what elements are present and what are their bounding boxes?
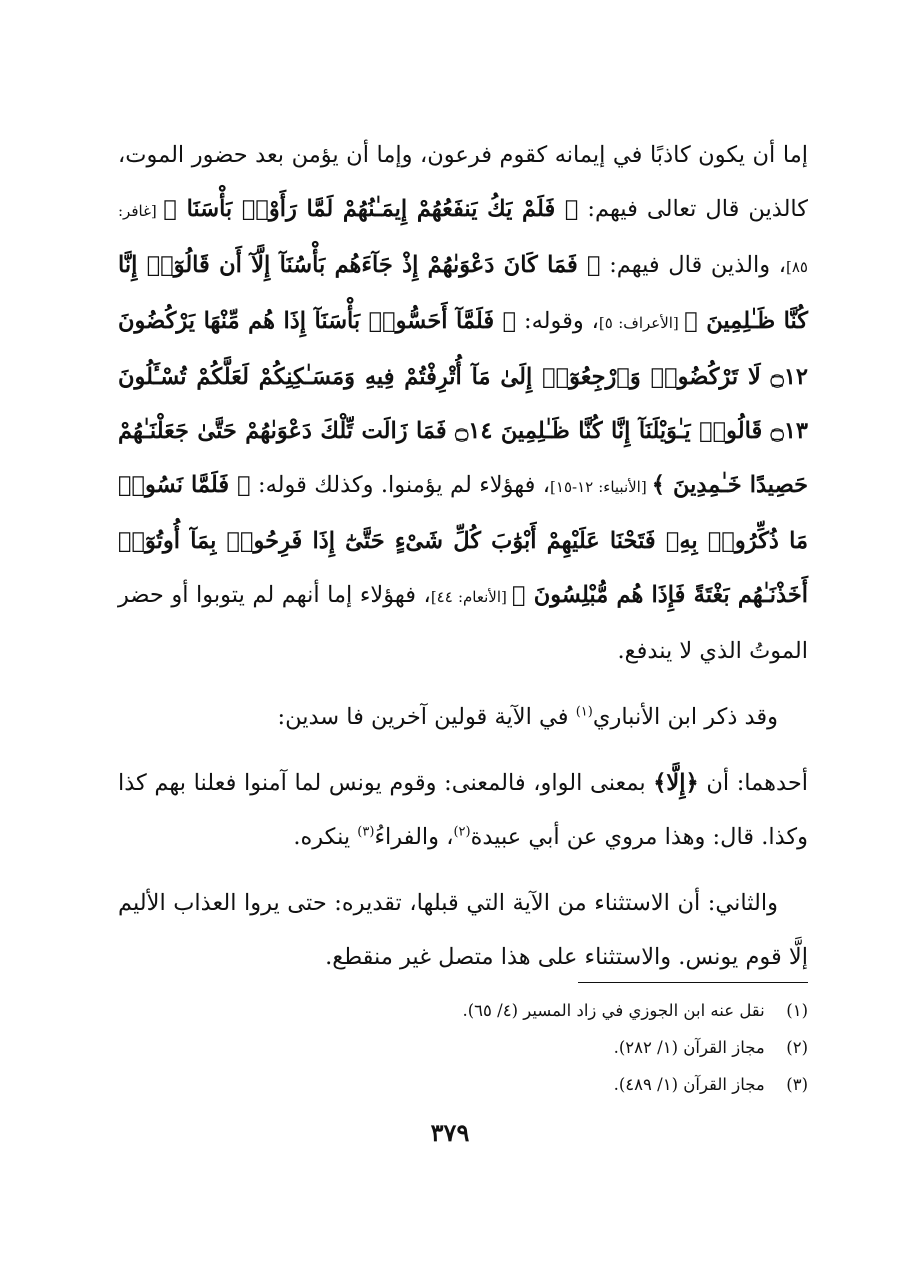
page-number: ٣٧٩: [430, 1118, 470, 1147]
body-text-run: بمعنى الواو، فالمعنى: وقوم يونس لما آمنوا فعلنا بهم كذا وكذا. قال: وهذا مروي عن أبي عبيدة: [118, 770, 808, 850]
verse-reference: [غافر: ٨٥]: [118, 202, 808, 276]
quran-verse: ﴿ فَلَمَّا نَسُوا۟ مَا ذُكِّرُوا۟ بِهِۦ فَتَحْنَا عَلَيْهِمْ أَبْوَٰبَ كُلِّ شَىْءٍ حَتَّىٰٓ إِذَا فَرِحُوا۟ بِمَآ أُوتُوٓا۟ أَخَذْنَـٰهُم بَغْتَةً فَإِذَا هُم مُّبْلِسُونَ ﴾: [118, 472, 808, 608]
verse-reference: [الأنعام: ٤٤]: [430, 588, 513, 606]
page-body: [118, 128, 808, 996]
footnote-marker: (٢): [453, 824, 471, 840]
quran-verse: ﴿ فَلَمَّآ أَحَسُّوا۟ بَأْسَنَآ إِذَا هُم مِّنْهَا يَرْكُضُونَ ۝١٢ لَا تَرْكُضُوا۟ وَٱرْجِعُوٓا۟ إِلَىٰ مَآ أُتْرِفْتُمْ فِيهِ وَمَسَـٰكِنِكُمْ لَعَلَّكُمْ تُسْـَٔلُونَ ۝١٣ قَالُوا۟ يَـٰوَيْلَنَآ إِنَّا كُنَّا ظَـٰلِمِينَ ۝١٤ فَمَا زَالَت تِّلْكَ دَعْوَىٰهُمْ حَتَّىٰ جَعَلْنَـٰهُمْ حَصِيدًا خَـٰمِدِينَ ﴾: [118, 308, 808, 498]
verse-reference: [الأعراف: ٥]: [598, 314, 685, 332]
body-text-run: وقد ذكر ابن الأنباري: [592, 704, 778, 730]
footnote-number: (٣): [786, 1075, 808, 1094]
quran-verse: ﴿ فَمَا كَانَ دَعْوَىٰهُمْ إِذْ جَآءَهُم بَأْسُنَآ إِلَّآ أَن قَالُوٓا۟ إِنَّا كُنَّا ظَـٰلِمِينَ ﴾: [118, 252, 809, 334]
footnote-text: مجاز القرآن (١/ ٤٨٩).: [613, 1075, 765, 1094]
quran-verse: ﴿إِلَّا﴾: [653, 770, 699, 796]
footnote-text: نقل عنه ابن الجوزي في زاد المسير (٤/ ٦٥).: [462, 1001, 765, 1020]
quran-verse: ﴿ فَلَمْ يَكُ يَنفَعُهُمْ إِيمَـٰنُهُمْ لَمَّا رَأَوْا۟ بَأْسَنَا ﴾: [163, 196, 579, 222]
body-text-run: في الآية قولين آخرين فا سدين:: [277, 704, 576, 730]
body-text-run: إما أن يكون كاذبًا في إيمانه كقوم فرعون، وإما أن يؤمن بعد حضور الموت، كالذين قال تعالى فيهم:: [118, 142, 808, 222]
footnote-text: مجاز القرآن (١/ ٢٨٢).: [613, 1038, 765, 1057]
body-text-run: والثاني: أن الاستثناء من الآية التي قبلها، تقديره: حتى يروا العذاب الأليم إلَّا قوم يونس. والاستثناء على هذا متصل غير منقطع.: [118, 890, 808, 970]
footnote-separator: [578, 982, 808, 983]
footnote-1: [118, 992, 808, 1029]
main-text: [118, 128, 808, 984]
footnote-marker: (٣): [357, 824, 375, 840]
footnote-2: [118, 1029, 808, 1066]
body-text-run: ، والذين قال فيهم:: [600, 252, 786, 278]
body-text-run: ، وقوله:: [516, 308, 599, 334]
body-text-run: أحدهما: أن: [698, 770, 809, 796]
footnotes: [118, 992, 808, 1103]
footnote-3: [118, 1066, 808, 1103]
paragraph-4: [118, 876, 808, 984]
paragraph-3: [118, 756, 808, 864]
footnote-marker: (١): [575, 704, 593, 720]
body-text-run: ، فهؤلاء لم يؤمنوا. وكذلك قوله:: [250, 472, 551, 498]
verse-reference: [الأنبياء: ١٢-١٥]: [550, 478, 652, 496]
paragraph-1: [118, 128, 808, 678]
paragraph-2: [118, 690, 808, 744]
body-text-run: ، والفراءُ: [374, 824, 454, 850]
footnote-number: (١): [786, 1001, 808, 1020]
footnote-number: (٢): [786, 1038, 808, 1057]
body-text-run: ، فهؤلاء إما أنهم لم يتوبوا أو حضر الموتُ الذي لا يندفع.: [118, 582, 808, 664]
body-text-run: ينكره.: [293, 824, 358, 850]
